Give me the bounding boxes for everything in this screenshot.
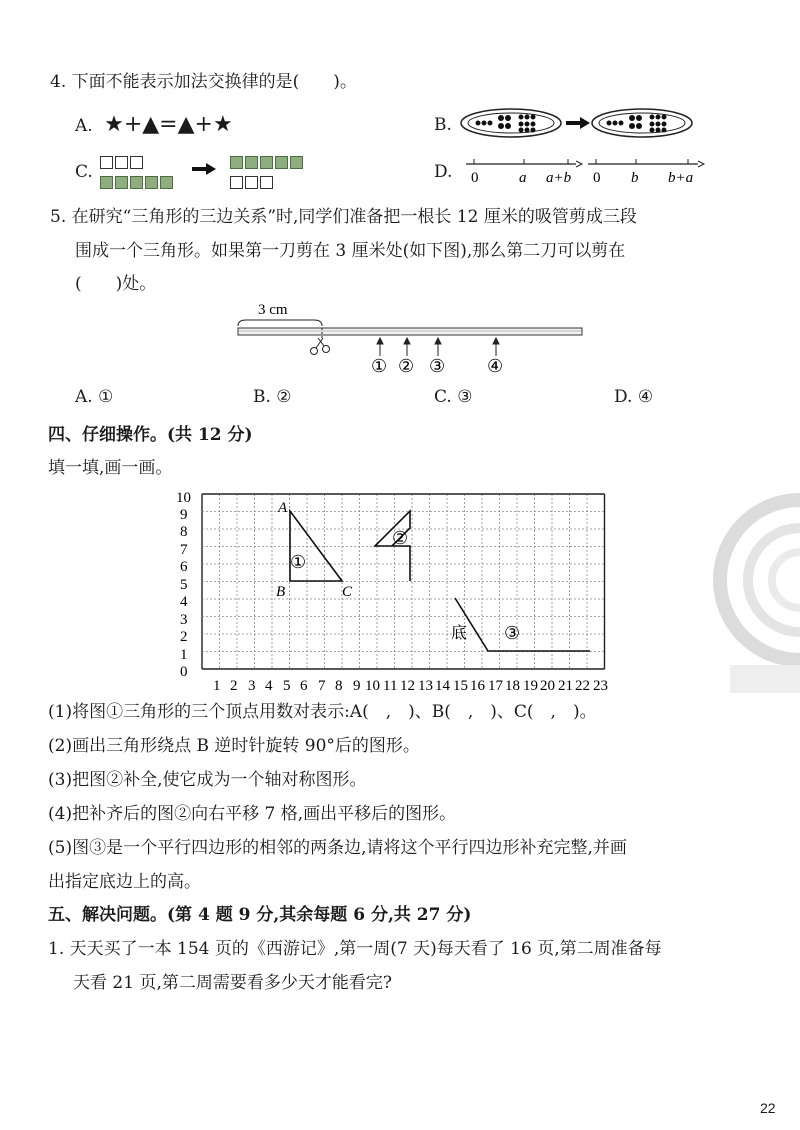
d-tick-a-plus-b: a+b	[546, 170, 572, 186]
arrow-icon	[192, 162, 218, 176]
y-label-3: 3	[180, 612, 188, 628]
x-label-1: 1	[213, 678, 221, 693]
q4-option-b-label: B.	[434, 115, 452, 135]
x-label-5: 5	[283, 678, 291, 693]
task-1: (1)将图①三角形的三个顶点用数对表示:A( , )、B( , )、C( , )。	[48, 702, 597, 722]
q5-option-a[interactable]: A. ①	[75, 387, 114, 407]
y-label-7: 7	[180, 542, 188, 558]
y-label-2: 2	[180, 629, 188, 645]
s5-q1-line1: 1. 天天买了一本 154 页的《西游记》,第一周(7 天)每天看了 16 页,第二周准备每	[48, 939, 662, 959]
q4-option-c-figure[interactable]	[100, 152, 320, 192]
x-label-10: 10	[365, 678, 380, 693]
section5-title: 五、解决问题。(第 4 题 9 分,其余每题 6 分,共 27 分)	[48, 905, 472, 925]
q5-line1: 5. 在研究“三角形的三边关系”时,同学们准备把一根长 12 厘米的吸管剪成三段	[50, 207, 637, 227]
task-3: (3)把图②补全,使它成为一个轴对称图形。	[48, 770, 367, 790]
q5-option-d[interactable]: D. ④	[614, 387, 654, 407]
d-tick-b-plus-a: b+a	[668, 170, 694, 186]
shape-3-label: ③	[504, 623, 521, 643]
x-label-2: 2	[230, 678, 238, 693]
x-label-14: 14	[435, 678, 450, 693]
task-5-line1: (5)图③是一个平行四边形的相邻的两条边,请将这个平行四边形补充完整,并画	[48, 838, 627, 858]
q4-option-a-label: A.	[75, 116, 93, 136]
marker-2: ②	[398, 356, 415, 376]
page-number: 22	[760, 1100, 776, 1116]
point-b-label: B	[276, 584, 286, 600]
y-label-0: 0	[180, 664, 188, 680]
q5-option-b[interactable]: B. ②	[253, 387, 292, 407]
y-label-5: 5	[180, 577, 188, 593]
x-label-7: 7	[318, 678, 326, 693]
d-tick-a: a	[519, 170, 527, 186]
q4-option-d-figure[interactable]	[460, 150, 710, 190]
point-a-label: A	[278, 500, 288, 516]
x-label-21: 21	[558, 678, 573, 693]
x-label-19: 19	[523, 678, 538, 693]
q4-option-b-figure[interactable]	[458, 104, 698, 144]
x-label-12: 12	[400, 678, 415, 693]
q4-stem: 4. 下面不能表示加法交换律的是( )。	[50, 72, 357, 92]
task-5-line2: 出指定底边上的高。	[48, 872, 201, 892]
marker-3: ③	[429, 356, 446, 376]
c-row-bottom-left	[100, 172, 175, 191]
shape-2-label: ②	[392, 528, 409, 548]
task-2: (2)画出三角形绕点 B 逆时针旋转 90°后的图形。	[48, 736, 420, 756]
y-label-4: 4	[180, 594, 188, 610]
scissors-icon	[311, 338, 330, 355]
y-label-1: 1	[180, 647, 188, 663]
point-c-label: C	[342, 584, 353, 600]
watermark-logo	[690, 470, 800, 720]
straw-length-label: 3 cm	[258, 302, 288, 318]
base-label: 底	[451, 625, 468, 642]
x-label-9: 9	[353, 678, 361, 693]
section4-intro: 填一填,画一画。	[48, 458, 173, 478]
q4-option-d-label: D.	[434, 162, 453, 182]
task-4: (4)把补齐后的图②向右平移 7 格,画出平移后的图形。	[48, 804, 457, 824]
d-tick-b: b	[631, 170, 639, 186]
grid-y-labels	[176, 490, 191, 680]
grid-lines	[202, 494, 605, 669]
x-label-11: 11	[383, 678, 398, 693]
x-label-16: 16	[470, 678, 485, 693]
q5-option-c[interactable]: C. ③	[434, 387, 473, 407]
q5-line3: ( )处。	[75, 274, 157, 294]
x-label-6: 6	[300, 678, 308, 693]
y-label-9: 9	[180, 507, 188, 523]
x-label-20: 20	[540, 678, 555, 693]
x-label-17: 17	[488, 678, 503, 693]
x-label-8: 8	[335, 678, 343, 693]
section4-title: 四、仔细操作。(共 12 分)	[48, 425, 253, 445]
d-tick-0-left: 0	[471, 170, 479, 186]
x-label-15: 15	[453, 678, 468, 693]
y-label-10: 10	[176, 490, 191, 506]
x-label-13: 13	[418, 678, 433, 693]
grid-x-labels	[213, 678, 608, 693]
q5-straw-figure	[230, 298, 590, 380]
shape-1-label: ①	[290, 552, 307, 572]
q4-option-a[interactable]	[75, 113, 233, 138]
q4-option-a-expression: ★+▲=▲+★	[104, 112, 233, 137]
c-row-bottom-right	[230, 172, 275, 191]
x-label-3: 3	[248, 678, 256, 693]
x-label-23: 23	[593, 678, 608, 693]
x-label-18: 18	[505, 678, 520, 693]
d-tick-0-right: 0	[593, 170, 601, 186]
x-label-22: 22	[575, 678, 590, 693]
c-row-top-right	[230, 152, 305, 171]
y-label-6: 6	[180, 559, 188, 575]
s5-q1-line2: 天看 21 页,第二周需要看多少天才能看完?	[73, 973, 392, 993]
c-row-top-left	[100, 152, 145, 171]
marker-4: ④	[487, 356, 504, 376]
q5-line2: 围成一个三角形。如果第一刀剪在 3 厘米处(如下图),那么第二刀可以剪在	[75, 241, 626, 261]
marker-1: ①	[371, 356, 388, 376]
coordinate-grid	[170, 488, 610, 693]
q4-option-c-label: C.	[75, 162, 93, 182]
y-label-8: 8	[180, 524, 188, 540]
x-label-4: 4	[265, 678, 273, 693]
